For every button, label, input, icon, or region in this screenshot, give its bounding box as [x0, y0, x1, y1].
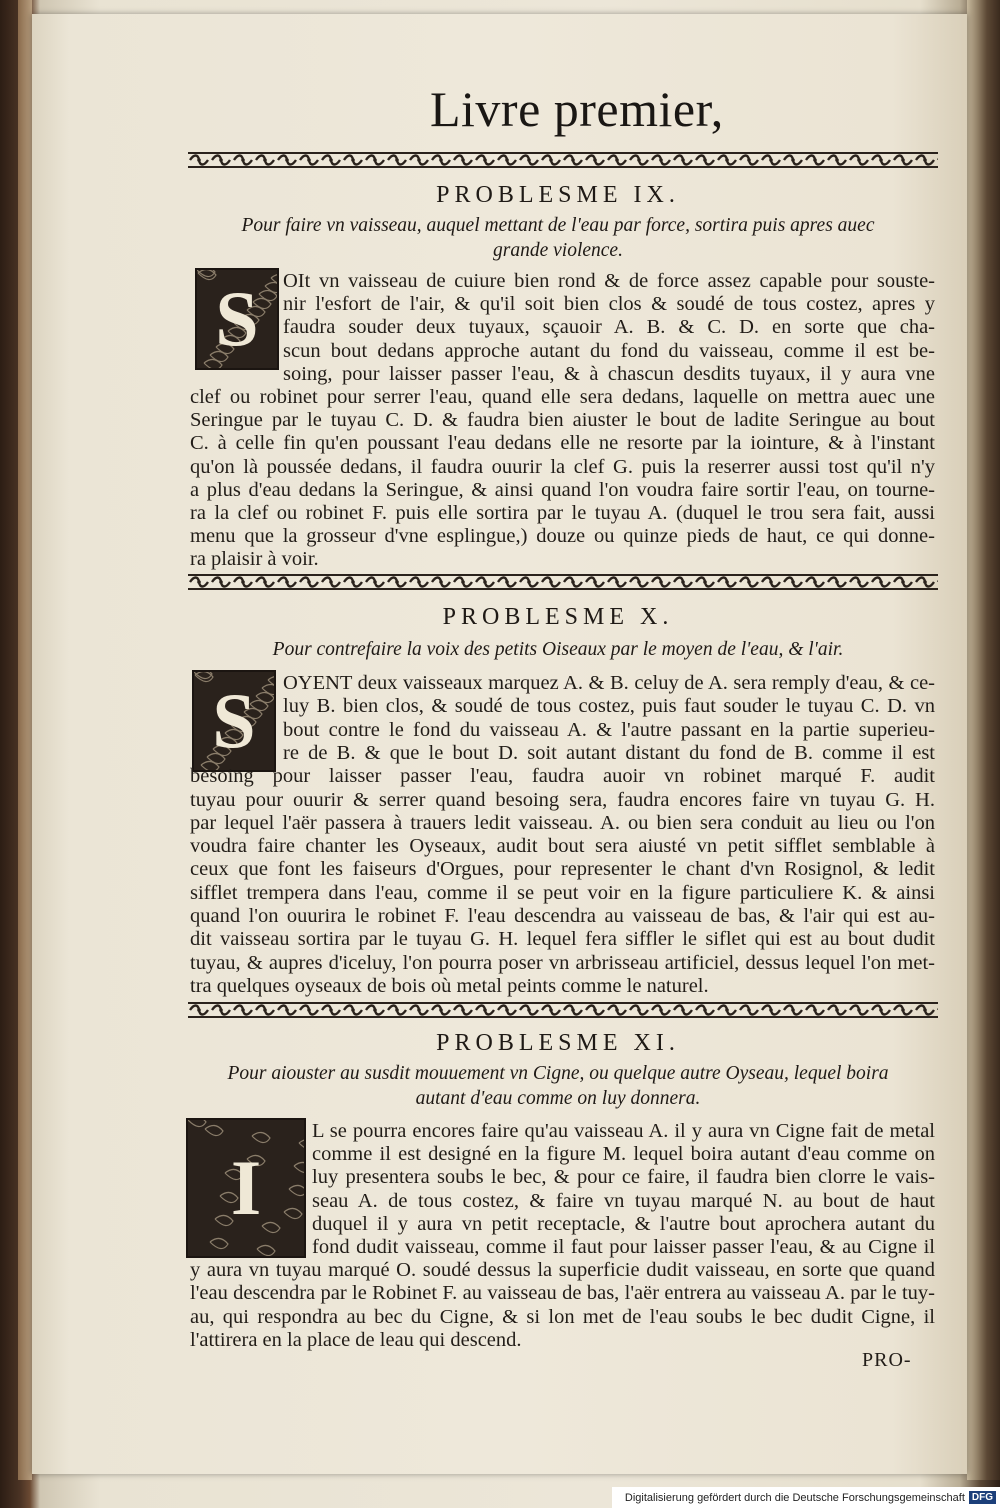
body-line: scun bout dedans approche autant du fond du vaisseau, comme il est be-	[283, 339, 935, 362]
body-line: clef ou robinet pour serrer l'eau, quand elle sera dedans, laquelle on mettra auec une	[190, 386, 935, 408]
problem-9-subtitle-2: grande violence.	[493, 240, 623, 261]
body-line: ceux que font les faiseurs d'Orgues, pour representer le chant d'vn Rosignol, & ledit	[190, 858, 935, 881]
ornament-band-top	[188, 150, 938, 170]
body-line: L se pourra encores faire qu'au vaisseau A. il y aura vn Cigne fait de metal	[312, 1120, 935, 1142]
problem-11-title: PROBLESME XI.	[436, 1030, 680, 1056]
body-line: C. à celle fin qu'en poussant l'eau dedans elle ne resorte par la iointure, & à l'instant	[190, 432, 935, 455]
ornament-pattern	[188, 1000, 938, 1020]
body-line: luy presentera soubs le bec, & pour ce faire, il faudra bien clorre le vais-	[312, 1166, 935, 1189]
dfg-logo: DFG	[969, 1491, 996, 1504]
body-line: OIt vn vaisseau de cuiure bien rond & de force assez capable pour souste-	[283, 270, 935, 292]
body-line: tuyau pour ouurir & serrer quand besoing sera, faudra encores faire vn tuyau G. H.	[190, 788, 935, 811]
body-line: quand l'on ouurira le robinet F. l'eau descendra au vaisseau de bas, & l'air qui est au-	[190, 905, 935, 927]
body-line: OYENT deux vaisseaux marquez A. & B. celuy de A. sera remply d'eau, & ce-	[283, 672, 935, 694]
problem-9-title: PROBLESME IX.	[436, 182, 680, 208]
page-edge-left	[18, 0, 32, 1480]
problem-11-subtitle-2: autant d'eau comme on luy donnera.	[415, 1088, 701, 1109]
body-line: par lequel l'aër passera à trauers ledit vaisseau. A. ou bien sera conduit au lieu ou l'on	[190, 811, 935, 834]
body-line: ra plaisir à voir.	[190, 548, 319, 571]
body-line: a plus d'eau dedans la Seringue, & ainsi quand l'on voudra faire sortir l'eau, on tourne-	[190, 478, 935, 501]
body-line: seau A. de tous costez, & faire vn tuyau marqué N. au bout de haut	[312, 1189, 935, 1212]
body-line: besoing pour laisser passer l'eau, faudra auoir vn robinet marqué F. audit	[190, 765, 935, 788]
ornament-band-mid2	[188, 1000, 938, 1020]
body-line: tuyau, & aupres d'iceluy, l'on pourra poser vn arbrisseau artificiel, dessus lequel l'on met-	[190, 951, 935, 974]
dropcap-s-problem-9: S	[195, 268, 279, 370]
body-line: au, qui respondra au bec du Cigne, & si lon met de l'eau soubs le bec dudit Cigne, il	[190, 1305, 935, 1328]
dropcap-i-problem-11: I	[186, 1118, 306, 1258]
running-head: Livre premier,	[430, 81, 724, 137]
body-line: faudra souder deux tuyaux, sçauoir A. B. & C. D. en sorte que cha-	[283, 316, 935, 339]
body-line: duquel il y aura vn petit receptacle, & l'autre bout aprochera autant du	[312, 1212, 935, 1235]
body-line: dit vaisseau sortira par le tuyau G. H. lequel fera siffler le siflet qui est au bout dudit	[190, 928, 935, 951]
body-line: sifflet trempera dans l'eau, comme il se peut voir en la figure particuliere K. & ainsi	[190, 881, 935, 904]
problem-10-subtitle: Pour contrefaire la voix des petits Oiseaux par le moyen de l'eau, & l'air.	[272, 639, 844, 660]
body-line: nir l'esfort de l'air, & qu'il soit bien clos & soudé de tous costez, apres y	[283, 293, 935, 316]
page-edge-right	[967, 0, 1000, 1480]
body-line: voudra faire chanter les Oyseaux, audit bout sera aiusté vn petit sifflet semblable à	[190, 835, 935, 858]
body-line: l'attirera en la place de leau qui descend.	[190, 1328, 522, 1351]
problem-10-title: PROBLESME X.	[442, 604, 674, 630]
body-line: tra quelques oyseaux de bois où metal peints comme le naturel.	[190, 974, 709, 997]
ornament-band-mid1	[188, 572, 938, 592]
body-line: fond dudit vaisseau, comme il faut pour laisser passer l'eau, & au Cigne il	[312, 1236, 935, 1258]
ornament-pattern	[188, 572, 938, 592]
catchword: PRO-	[862, 1349, 912, 1371]
ornament-pattern	[188, 150, 938, 170]
body-line: Seringue par le tuyau C. D. & faudra bien aiuster le bout de ladite Seringue au bout	[190, 409, 935, 432]
body-line: y aura vn tuyau marqué O. soudé dessus la superficie dudit vaisseau, en sorte que quand	[190, 1259, 935, 1282]
digitization-footer	[612, 1487, 1000, 1508]
body-line: menu que la grosseur d'vne esplingue,) douze ou quinze pieds de haut, ce qui donne-	[190, 525, 935, 548]
body-line: qu'on là poussée dedans, il faudra ouurir la clef G. puis la reserrer aussi tost qu'il n'y	[190, 455, 935, 478]
body-line: soing, pour laisser passer l'eau, & à chascun desdits tuyaux, il y aura vne	[283, 362, 935, 385]
body-line: ra la clef ou robinet F. puis elle sortira par le tuyau A. (duquel le trou sera fait, aussi	[190, 502, 935, 524]
footer-text: Digitalisierung gefördert durch die Deutsche Forschungsgemeinschaft	[624, 1491, 965, 1504]
dropcap-s-problem-10: S	[192, 670, 276, 772]
body-line: l'eau descendra par le Robinet F. au vaisseau de bas, l'aër entrera au vaisseau A. par le tuy-	[190, 1282, 935, 1305]
problem-9-subtitle-1: Pour faire vn vaisseau, auquel mettant de l'eau par force, sortira puis apres auec	[241, 215, 875, 236]
problem-11-subtitle-1: Pour aiouster au susdit mouuement vn Cigne, ou quelque autre Oyseau, lequel boira	[227, 1063, 889, 1084]
body-line: luy B. bien clos, & soudé de tous costez, puis faut souder le tuyau C. D. vn	[283, 695, 935, 718]
body-line: comme il est designé en la figure M. lequel boira autant d'eau comme on	[312, 1143, 935, 1166]
body-line: bout contre le fond du vaisseau A. & l'autre passant en la partie superieu-	[283, 718, 935, 741]
body-line: re de B. & que le bout D. soit autant distant du fond de B. comme il est	[283, 741, 935, 764]
